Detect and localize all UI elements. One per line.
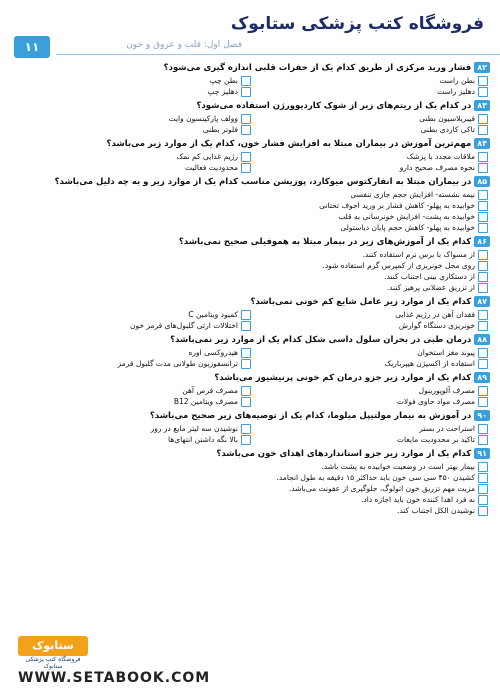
question-item bbox=[14, 372, 490, 407]
option-text: کمبود ویتامین C bbox=[188, 310, 238, 319]
answer-option[interactable] bbox=[14, 151, 251, 162]
option-text: نیمه نشسته- افزایش حجم جاری تنفسی bbox=[350, 190, 475, 199]
answer-option[interactable] bbox=[251, 320, 488, 331]
option-marker-icon bbox=[241, 76, 251, 86]
answer-option[interactable] bbox=[14, 347, 251, 358]
option-text: خونریزی دستگاه گوارش bbox=[398, 321, 475, 330]
option-text: خوابیده به پهلو- کاهش حجم پایان دیاستولی bbox=[340, 223, 475, 232]
question-number: ۹۰ bbox=[474, 410, 490, 421]
option-marker-icon bbox=[478, 190, 488, 200]
option-text: نوشیدن الکل اجتناب کند. bbox=[396, 506, 475, 515]
question-stem: کدام یک از موارد زیر جزو استانداردهای اهدای خون می‌باشد؟ bbox=[216, 449, 472, 459]
option-text: نوشیدن سه لیتر مایع در روز bbox=[150, 424, 238, 433]
question-text bbox=[14, 334, 490, 347]
question-item bbox=[14, 410, 490, 445]
option-marker-icon bbox=[478, 152, 488, 162]
option-text: مصرف قرص آهن bbox=[182, 386, 238, 395]
question-number: ۸۲ bbox=[474, 62, 490, 73]
answer-option[interactable] bbox=[14, 189, 488, 200]
answer-option[interactable] bbox=[14, 124, 251, 135]
option-text: از مسواک با برس نرم استفاده کنند. bbox=[362, 250, 475, 259]
option-marker-icon bbox=[478, 310, 488, 320]
question-text bbox=[14, 176, 490, 189]
option-text: استفاده از اکسیژن هیپرباریک bbox=[384, 359, 475, 368]
question-text bbox=[14, 372, 490, 385]
option-text: ملاقات مجدد با پزشک bbox=[406, 152, 475, 161]
question-stem: فشار ورید مرکزی از طریق کدام یک از حفرات قلبی اندازه گیری می‌شود؟ bbox=[163, 63, 472, 73]
answer-option[interactable] bbox=[251, 347, 488, 358]
question-number: ۸۹ bbox=[474, 372, 490, 383]
option-text: از دستکاری بینی اجتناب کنند. bbox=[384, 272, 475, 281]
website-url[interactable]: WWW.SETABOOK.COM bbox=[18, 670, 211, 686]
option-text: مزیت مهم تزریق خون اتولوگ، جلوگیری از عفونت می‌باشد. bbox=[288, 484, 475, 493]
question-item bbox=[14, 62, 490, 97]
question-item bbox=[14, 138, 490, 173]
answer-option[interactable] bbox=[14, 200, 488, 211]
option-text: خوابیده به پشت- افزایش خونرسانی به قلب bbox=[338, 212, 475, 221]
question-number: ۸۳ bbox=[474, 100, 490, 111]
answer-option[interactable] bbox=[14, 75, 251, 86]
question-stem: کدام یک از آموزش‌های زیر در بیمار مبتلا به هموفیلی صحیح نمی‌باشد؟ bbox=[178, 237, 472, 247]
option-marker-icon bbox=[478, 462, 488, 472]
option-marker-icon bbox=[478, 397, 488, 407]
question-number: ۸۴ bbox=[474, 138, 490, 149]
options-list bbox=[14, 151, 488, 173]
question-text bbox=[14, 236, 490, 249]
option-marker-icon bbox=[241, 424, 251, 434]
option-text: از تزریق عضلانی پرهیز کنند. bbox=[386, 283, 475, 292]
options-list bbox=[14, 461, 488, 516]
options-list bbox=[14, 423, 488, 445]
question-text bbox=[14, 138, 490, 151]
option-text: پیوند مغز استخوان bbox=[417, 348, 475, 357]
answer-option[interactable] bbox=[14, 385, 251, 396]
option-text: روی محل خونریزی از کمپرس گرم استفاده شود. bbox=[322, 261, 475, 270]
option-text: نحوه مصرف صحیح دارو bbox=[399, 163, 475, 172]
option-marker-icon bbox=[241, 321, 251, 331]
option-marker-icon bbox=[478, 359, 488, 369]
answer-option[interactable] bbox=[251, 358, 488, 369]
page-title: فروشگاه کتب پزشکی ستابوک bbox=[230, 14, 484, 34]
option-marker-icon bbox=[478, 283, 488, 293]
option-marker-icon bbox=[478, 201, 488, 211]
answer-option[interactable] bbox=[14, 260, 488, 271]
page-number-badge: ۱۱ bbox=[14, 36, 50, 58]
option-marker-icon bbox=[241, 87, 251, 97]
option-marker-icon bbox=[478, 473, 488, 483]
answer-option[interactable] bbox=[14, 282, 488, 293]
option-marker-icon bbox=[478, 163, 488, 173]
option-marker-icon bbox=[478, 114, 488, 124]
option-marker-icon bbox=[478, 484, 488, 494]
answer-option[interactable] bbox=[14, 86, 251, 97]
option-text: رژیم غذایی کم نمک bbox=[176, 152, 238, 161]
answer-option[interactable] bbox=[14, 271, 488, 282]
question-text bbox=[14, 296, 490, 309]
option-marker-icon bbox=[478, 495, 488, 505]
question-stem: کدام یک از موارد زیر عامل شایع کم خونی نمی‌باشد؟ bbox=[250, 297, 472, 307]
answer-option[interactable] bbox=[14, 494, 488, 505]
question-number: ۸۶ bbox=[474, 236, 490, 247]
option-marker-icon bbox=[241, 163, 251, 173]
option-text: تاکید بر محدودیت مایعات bbox=[396, 435, 475, 444]
answer-option[interactable] bbox=[251, 434, 488, 445]
option-marker-icon bbox=[241, 152, 251, 162]
answer-option[interactable] bbox=[14, 434, 251, 445]
question-stem: در آموزش به بیمار مولتیپل میلوما، کدام یک از توصیه‌های زیر صحیح می‌باشد؟ bbox=[149, 411, 472, 421]
option-marker-icon bbox=[241, 310, 251, 320]
option-text: مصرف مواد حاوی فولات bbox=[396, 397, 475, 406]
options-list bbox=[14, 309, 488, 331]
option-text: تاکی کاردی بطنی bbox=[420, 125, 475, 134]
answer-option[interactable] bbox=[14, 396, 251, 407]
question-stem: در بیماران مبتلا به انفارکتوس میوکارد، پوزیشن مناسب کدام یک از موارد زیر و به چه دلیل می‌باشد؟ bbox=[54, 177, 472, 187]
page-footer bbox=[0, 640, 500, 700]
answer-option[interactable] bbox=[14, 461, 488, 472]
option-text: بیمار بهتر است در وضعیت خوابیده به پشت باشد. bbox=[321, 462, 475, 471]
answer-option[interactable] bbox=[251, 113, 488, 124]
option-marker-icon bbox=[241, 114, 251, 124]
question-item bbox=[14, 100, 490, 135]
answer-option[interactable] bbox=[251, 124, 488, 135]
option-marker-icon bbox=[478, 321, 488, 331]
option-text: اختلالات ارثی گلبول‌های قرمز خون bbox=[129, 321, 238, 330]
option-text: وولف پارکینسون وایت bbox=[168, 114, 238, 123]
question-stem: در کدام یک از ریتم‌های زیر از شوک کاردیوورژن استفاده می‌شود؟ bbox=[196, 101, 472, 111]
options-list bbox=[14, 347, 488, 369]
question-text bbox=[14, 448, 490, 461]
option-marker-icon bbox=[478, 125, 488, 135]
question-stem: کدام یک از موارد زیر جزو درمان کم خونی پرنیشیوز می‌باشد؟ bbox=[214, 373, 472, 383]
question-number: ۸۵ bbox=[474, 176, 490, 187]
answer-option[interactable] bbox=[251, 423, 488, 434]
answer-option[interactable] bbox=[14, 211, 488, 222]
option-marker-icon bbox=[241, 397, 251, 407]
option-marker-icon bbox=[478, 87, 488, 97]
option-marker-icon bbox=[241, 359, 251, 369]
options-list bbox=[14, 249, 488, 293]
option-marker-icon bbox=[478, 506, 488, 516]
logo-tagline: فروشگاه کتب پزشکی ستابوک bbox=[25, 656, 81, 670]
option-text: فقدان آهن در رژیم غذایی bbox=[395, 310, 475, 319]
option-marker-icon bbox=[478, 435, 488, 445]
answer-option[interactable] bbox=[14, 505, 488, 516]
option-marker-icon bbox=[241, 386, 251, 396]
option-marker-icon bbox=[478, 223, 488, 233]
option-text: استراحت در بستر bbox=[419, 424, 475, 433]
logo-mark: ستابوک bbox=[18, 636, 88, 656]
options-list bbox=[14, 113, 488, 135]
question-number: ۹۱ bbox=[474, 448, 490, 459]
question-item bbox=[14, 334, 490, 369]
question-item bbox=[14, 448, 490, 516]
answer-option[interactable] bbox=[14, 249, 488, 260]
option-text: هیدروکسی اوره bbox=[188, 348, 238, 357]
answer-option[interactable] bbox=[14, 320, 251, 331]
option-marker-icon bbox=[478, 424, 488, 434]
answer-option[interactable] bbox=[14, 423, 251, 434]
answer-option[interactable] bbox=[14, 483, 488, 494]
answer-option[interactable] bbox=[14, 358, 251, 369]
options-list bbox=[14, 385, 488, 407]
answer-option[interactable] bbox=[251, 151, 488, 162]
answer-option[interactable] bbox=[251, 75, 488, 86]
option-text: دهلیز چپ bbox=[207, 87, 238, 96]
option-marker-icon bbox=[478, 348, 488, 358]
answer-option[interactable] bbox=[14, 472, 488, 483]
option-text: فیبریلاسیون بطنی bbox=[419, 114, 475, 123]
header-divider bbox=[56, 54, 500, 55]
option-text: بطن چپ bbox=[209, 76, 238, 85]
question-stem: درمان طبی در بحران سلول داسی شکل کدام یک از موارد زیر نمی‌باشد؟ bbox=[170, 335, 472, 345]
option-text: خوابیده به پهلو- کاهش فشار بر ورید اجوف تحتانی bbox=[319, 201, 475, 210]
option-marker-icon bbox=[241, 348, 251, 358]
option-text: ترانسفوزیون طولانی مدت گلبول قرمز bbox=[117, 359, 238, 368]
option-text: مصرف ویتامین B12 bbox=[173, 397, 238, 406]
option-marker-icon bbox=[241, 125, 251, 135]
answer-option[interactable] bbox=[251, 309, 488, 320]
question-text bbox=[14, 410, 490, 423]
question-number: ۸۷ bbox=[474, 296, 490, 307]
question-number: ۸۸ bbox=[474, 334, 490, 345]
option-marker-icon bbox=[478, 76, 488, 86]
option-text: به فرد اهدا کننده خون باید اجازه داد. bbox=[360, 495, 475, 504]
answer-option[interactable] bbox=[251, 86, 488, 97]
answer-option[interactable] bbox=[14, 162, 251, 173]
option-text: کشیدن ۴۵۰ سی سی خون باید حداکثر ۱۵ دقیقه به طول انجامد. bbox=[276, 473, 475, 482]
chapter-subtitle: فصل اول: قلب و عروق و خون bbox=[126, 40, 242, 50]
page-header bbox=[0, 0, 500, 62]
option-marker-icon bbox=[478, 250, 488, 260]
option-marker-icon bbox=[478, 272, 488, 282]
question-list bbox=[14, 62, 490, 519]
setabook-logo bbox=[18, 636, 88, 670]
answer-option[interactable] bbox=[251, 385, 488, 396]
option-marker-icon bbox=[478, 261, 488, 271]
option-text: دهلیز راست bbox=[437, 87, 475, 96]
options-list bbox=[14, 75, 488, 97]
option-text: مصرف آلوپورینول bbox=[418, 386, 475, 395]
option-text: محدودیت فعالیت bbox=[185, 163, 238, 172]
option-marker-icon bbox=[241, 435, 251, 445]
answer-option[interactable] bbox=[251, 396, 488, 407]
question-item bbox=[14, 296, 490, 331]
question-stem: مهم‌ترین آموزش در بیماران مبتلا به افزایش فشار خون، کدام یک از موارد زیر می‌باشد؟ bbox=[106, 139, 472, 149]
answer-option[interactable] bbox=[14, 309, 251, 320]
option-marker-icon bbox=[478, 386, 488, 396]
option-text: بالا نگه داشتن انتهای‌ها bbox=[167, 435, 238, 444]
option-text: بطن راست bbox=[439, 76, 475, 85]
question-item bbox=[14, 176, 490, 233]
question-text bbox=[14, 100, 490, 113]
question-item bbox=[14, 236, 490, 293]
option-marker-icon bbox=[478, 212, 488, 222]
options-list bbox=[14, 189, 488, 233]
question-text bbox=[14, 62, 490, 75]
option-text: فلوتر بطنی bbox=[202, 125, 238, 134]
answer-option[interactable] bbox=[14, 113, 251, 124]
answer-option[interactable] bbox=[251, 162, 488, 173]
answer-option[interactable] bbox=[14, 222, 488, 233]
